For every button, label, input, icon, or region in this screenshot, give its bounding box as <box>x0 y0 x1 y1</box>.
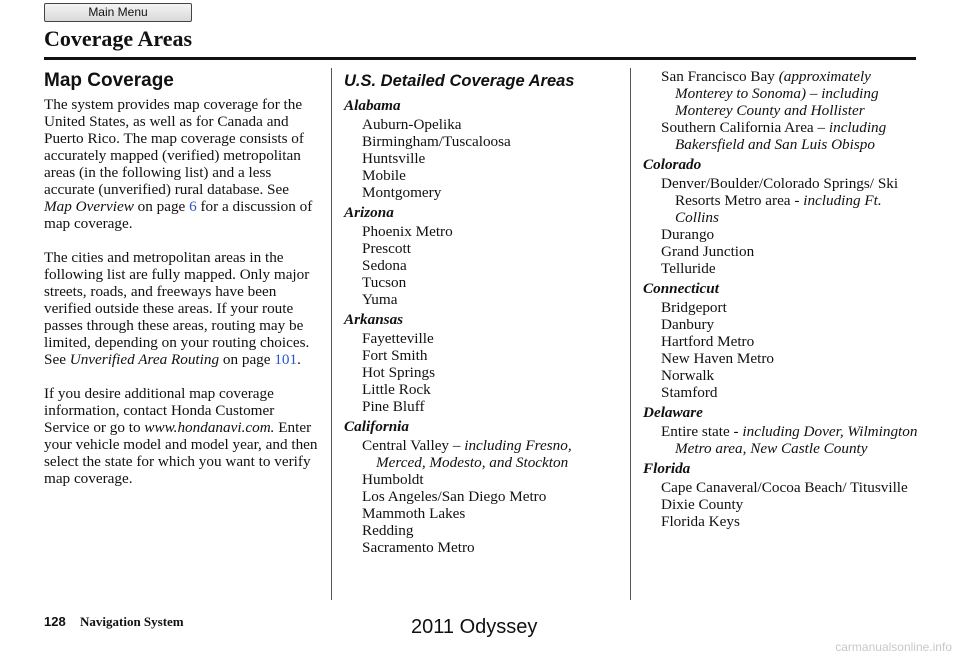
city-item: Redding <box>362 522 414 539</box>
state-delaware: Delaware <box>643 404 703 421</box>
city-item: Pine Bluff <box>362 398 425 415</box>
detailed-coverage-column <box>344 68 616 556</box>
map-overview-ref: Map Overview <box>44 198 134 215</box>
city-item: Hot Springs <box>362 364 435 381</box>
title-rule <box>44 57 916 60</box>
main-menu-button[interactable]: Main Menu <box>44 3 192 22</box>
city-item: Entire state - including Dover, Wilmington Metro area, New Castle County <box>661 423 918 457</box>
city-item: Prescott <box>362 240 411 257</box>
city-item: Sacramento Metro <box>362 539 475 556</box>
page-number: 128 <box>44 614 66 629</box>
mapped-areas-paragraph: The cities and metropolitan areas in the following list are fully mapped. Only major streets, roads, and freeways have been verified outside these areas. If your route passes through these areas, routing may be limited, depending on your routing choices. See Unverified Area Routing on page 101. <box>44 249 310 368</box>
watermark: carmanualsonline.info <box>835 640 952 654</box>
city-item: Humboldt <box>362 471 424 488</box>
unverified-routing-ref: Unverified Area Routing <box>69 351 220 368</box>
city-item: Cape Canaveral/Cocoa Beach/ Titusville <box>661 479 908 496</box>
city-item: Sedona <box>362 257 407 274</box>
city-item: Phoenix Metro <box>362 223 453 240</box>
coverage-continued-column <box>643 68 933 530</box>
city-item: Fayetteville <box>362 330 434 347</box>
column-divider <box>630 68 631 600</box>
state-alabama: Alabama <box>344 97 401 114</box>
coverage-paragraph: The system provides map coverage for the United States, as well as for Canada and Puerto Rico. The map coverage consists of accurately mapped (verified) metropolitan areas (in the following list) and a less accurate (unverified) rural database. See Map Overview on page 6 for a discussion of map coverage. <box>44 96 313 232</box>
city-item: Little Rock <box>362 381 431 398</box>
city-item: Mobile <box>362 167 406 184</box>
city-item: Danbury <box>661 316 715 333</box>
city-item: New Haven Metro <box>661 350 775 367</box>
city-item: Grand Junction <box>661 243 755 260</box>
city-item: Birmingham/Tuscaloosa <box>362 133 511 150</box>
city-item: Hartford Metro <box>661 333 755 350</box>
city-item: Southern California Area – including Bakersfield and San Luis Obispo <box>661 119 887 153</box>
city-item: Florida Keys <box>661 513 740 530</box>
city-item: Tucson <box>362 274 407 291</box>
city-item: Norwalk <box>661 367 715 384</box>
state-california: California <box>344 418 409 435</box>
city-item: Dixie County <box>661 496 744 513</box>
city-item: Fort Smith <box>362 347 428 364</box>
state-arizona: Arizona <box>344 204 394 221</box>
city-item: Central Valley – including Fresno, Merced, Modesto, and Stockton <box>362 437 572 471</box>
page-title: Coverage Areas <box>44 26 193 51</box>
contact-paragraph: If you desire additional map coverage information, contact Honda Customer Service or go to www.hondanavi.com. Enter your vehicle model and model year, and then select the state for which you want to verify map coverage. <box>44 385 318 487</box>
city-item: Auburn-Opelika <box>362 116 462 133</box>
website-url: www.hondanavi.com. <box>144 419 275 436</box>
page-link-101[interactable]: 101 <box>274 351 298 368</box>
city-item: Bridgeport <box>661 299 727 316</box>
state-florida: Florida <box>643 460 691 477</box>
city-item: Huntsville <box>362 150 426 167</box>
state-arkansas: Arkansas <box>344 311 404 328</box>
detailed-coverage-heading: U.S. Detailed Coverage Areas <box>344 72 575 90</box>
city-item: Telluride <box>661 260 716 277</box>
footer-section-label: Navigation System <box>80 614 184 629</box>
page-link-6[interactable]: 6 <box>189 198 197 215</box>
map-coverage-column <box>44 68 319 504</box>
city-item: Yuma <box>362 291 398 308</box>
city-item: Stamford <box>661 384 718 401</box>
vehicle-model-label: 2011 Odyssey <box>411 616 538 638</box>
city-item: Denver/Boulder/Colorado Springs/ Ski Resorts Metro area - including Ft. Collins <box>661 175 899 226</box>
map-coverage-heading: Map Coverage <box>44 70 174 91</box>
city-item: Montgomery <box>362 184 442 201</box>
city-item: Mammoth Lakes <box>362 505 466 522</box>
city-item: Los Angeles/San Diego Metro <box>362 488 547 505</box>
city-item: San Francisco Bay (approximately Monterey to Sonoma) – including Monterey County and Hollister <box>661 68 879 119</box>
column-divider <box>331 68 332 600</box>
state-colorado: Colorado <box>643 156 702 173</box>
city-item: Durango <box>661 226 715 243</box>
state-connecticut: Connecticut <box>643 280 719 297</box>
